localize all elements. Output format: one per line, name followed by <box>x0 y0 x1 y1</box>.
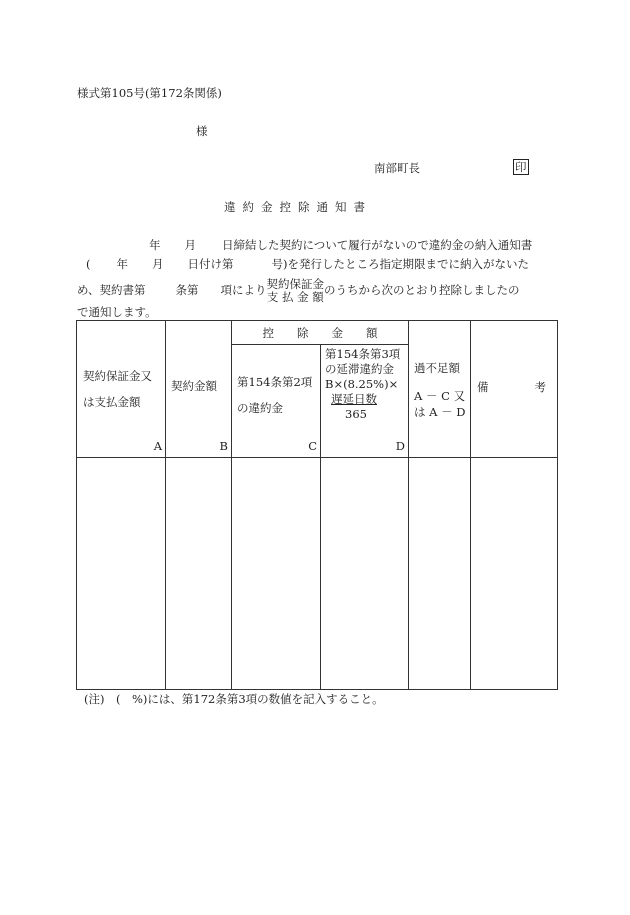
col-d-numerator: 遅延日数 <box>331 392 377 407</box>
col-b-letter: B <box>219 439 228 453</box>
seal-mark: 印 <box>515 160 527 174</box>
col-a-line2: は支払金額 <box>83 395 141 409</box>
recipient-suffix: 様 <box>196 124 208 138</box>
col-f-header <box>471 321 558 458</box>
col-f-label: 備 考 <box>477 380 546 394</box>
col-e-header <box>409 321 471 458</box>
choice-deposit: 契約保証金 <box>266 277 325 291</box>
cell-a[interactable] <box>77 458 166 690</box>
form-number: 様式第105号(第172条関係) <box>77 86 222 100</box>
body-text: め、契約書第 <box>77 283 146 297</box>
col-b-label: 契約金額 <box>171 379 217 393</box>
col-c-line1: 第154条第2項 <box>237 375 313 390</box>
col-a-letter: A <box>153 439 162 453</box>
col-d-header <box>321 345 409 458</box>
month-label: 月 <box>152 257 164 271</box>
article-label: 条第 <box>175 283 199 297</box>
body-text: 日締結した契約について履行がないので違約金の納入通知書 <box>222 238 533 252</box>
col-c-header <box>232 345 321 458</box>
body-line-2 <box>77 256 529 272</box>
cell-f[interactable] <box>471 458 558 690</box>
year-label: 年 <box>149 238 161 252</box>
deduction-group-header: 控 除 金 額 <box>232 321 409 345</box>
amount-choice <box>267 278 325 304</box>
col-e-line3: は A － D <box>414 405 466 419</box>
col-c-line2: の違約金 <box>237 401 283 416</box>
body-line-4: で通知します。 <box>77 305 157 319</box>
choice-payment: 支 払 金 額 <box>266 290 324 304</box>
body-text: 号)を発行したところ指定期限までに納入がないた <box>271 257 529 271</box>
issuer-name: 南部町長 <box>374 161 420 175</box>
col-e-line1: 過不足額 <box>414 361 460 375</box>
cell-d[interactable] <box>321 458 409 690</box>
col-d-line1: 第154条第3項 <box>325 347 401 362</box>
open-paren: ( <box>86 257 91 271</box>
col-c-letter: C <box>308 439 317 454</box>
col-a-line1: 契約保証金又 <box>83 369 152 383</box>
cell-e[interactable] <box>409 458 471 690</box>
col-d-line2: の延滞違約金 <box>325 362 394 377</box>
month-label: 月 <box>184 238 196 252</box>
day-label: 日付け第 <box>187 257 234 271</box>
footnote: (注) ( %)には、第172条第3項の数値を記入すること。 <box>84 692 384 706</box>
col-e-line2: A － C 又 <box>414 389 466 403</box>
table-row <box>77 458 558 690</box>
col-b-header <box>166 321 232 458</box>
cell-b[interactable] <box>166 458 232 690</box>
col-a-header <box>77 321 166 458</box>
col-d-line3: B×(8.25%)× <box>325 377 399 392</box>
clause-label: 項により <box>220 283 267 297</box>
body-text: のうちから次のとおり控除しましたの <box>324 283 520 297</box>
body-line-3 <box>77 278 520 304</box>
body-line-1 <box>77 237 532 253</box>
col-d-letter: D <box>395 439 405 454</box>
document-title: 違約金控除通知書 <box>224 200 372 214</box>
year-label: 年 <box>116 257 128 271</box>
col-d-denominator: 365 <box>345 407 367 422</box>
deduction-table <box>76 320 558 690</box>
cell-c[interactable] <box>232 458 321 690</box>
